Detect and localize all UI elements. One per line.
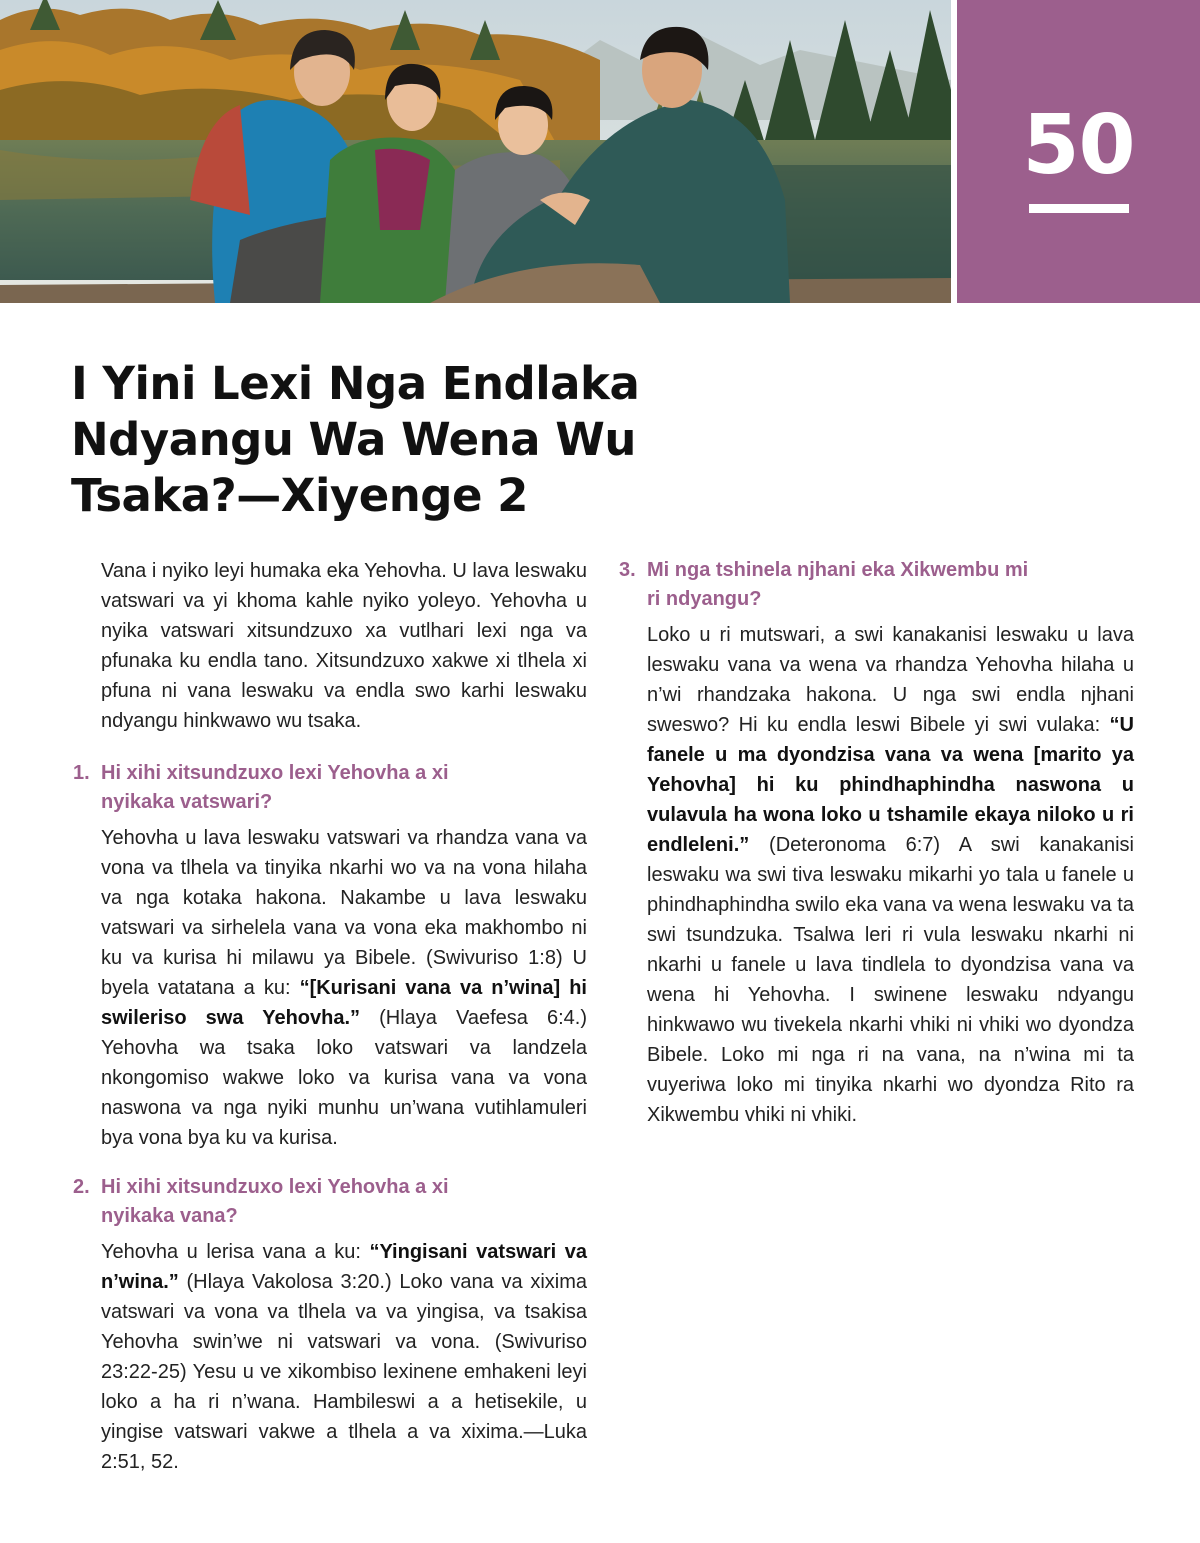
left-column: [73, 556, 587, 1497]
section-body: [101, 823, 587, 1153]
section-3: [619, 556, 1134, 1130]
question-number: 2.: [73, 1176, 90, 1198]
section-question: [73, 1173, 587, 1231]
body-text: (Deteronoma 6:7) A swi kanakanisi leswaku wa swi tiva leswaku mikarhi yo tala u fanele u phindhaphindha swilo eka vana va wena leswaku va ta swi tsundzuka. Tsalwa leri ri vula leswaku nkarhi ni nkarhi u fanele u lava tindlela to dyondzisa vana va wena hi Yehovha. I swinene leswaku ndyangu hinkwawo wu tivekela nkarhi vhiki ni vhiki wo dyondza Bibele. Loko mi nga ri na vana, na n’wina mi ta vuyeriwa loko mi tinyika nkarhi wo dyondza Rito ra Xikwembu vhiki ni vhiki.: [647, 834, 1134, 1126]
section-question: [73, 759, 587, 817]
section-question: [619, 556, 1134, 614]
question-number: 1.: [73, 762, 90, 784]
section-body: [101, 1237, 587, 1477]
body-text: (Hlaya Vaefesa 6:4.) Yehovha wa tsaka loko vatswari va landzela nkongomiso wakwe loko va kurisa vana va vona naswona va nga nyiki munhu un’wana vutihlamuleri bya vona bya ku va kurisa.: [101, 1007, 588, 1149]
section-2: [73, 1173, 587, 1477]
question-text: Hi xihi xitsundzuxo lexi Yehovha a xi nyikaka vatswari?: [101, 762, 449, 813]
body-text: (Hlaya Vakolosa 3:20.) Loko vana va xixima vatswari va vona va tlhela va va yingisa, va tsakisa Yehovha swin’we ni vatswari va vona. (Swivuriso 23:22-25) Yesu u ve xikombiso lexinene emhakeni leyi loko a ha ri n’wana. Hambileswi a a hetisekile, u yingise vatswari vakwe a tlhela a va xixima.—Luka 2:51, 52.: [101, 1271, 587, 1473]
body-text: Yehovha u lava leswaku vatswari va rhandza vana va vona va tlhela va tinyika nkarhi wo va na vona hilaha va nga kotaka hakona. Nakambe u lava leswaku vatswari va sirhelela vana va vona eka makhombo ni ku va kurisa hi milawu ya Bibele. (Swivuriso 1:8) U byela vatatana a ku:: [101, 827, 587, 999]
question-text: Mi nga tshinela njhani eka Xikwembu mi ri ndyangu?: [647, 559, 1029, 610]
section-body: [647, 620, 1134, 1130]
body-text: Yehovha u lerisa vana a ku:: [101, 1241, 370, 1263]
question-number: 3.: [619, 559, 636, 581]
scripture-quote: “Yingisani vatswari va n’wina.”: [101, 1241, 587, 1293]
section-1: [73, 759, 587, 1153]
lesson-number-underline: [1029, 204, 1129, 213]
lesson-badge: [957, 0, 1200, 303]
lesson-number: 50: [1022, 98, 1135, 193]
header-photo: [0, 0, 951, 303]
right-column: [619, 556, 1134, 1150]
page-title: I Yini Lexi Nga Endlaka Ndyangu Wa Wena Wu Tsaka?—Xiyenge 2: [71, 357, 640, 522]
scripture-quote: “[Kurisani vana va n’wina] hi swileriso swa Yehovha.”: [101, 977, 587, 1029]
scripture-quote: “U fanele u ma dyondzisa vana va wena [marito ya Yehovha] hi ku phindhaphindha naswona u vulavula ha wona loko u tshamile ekaya niloko u ri endleleni.”: [647, 714, 1134, 856]
intro-paragraph: Vana i nyiko leyi humaka eka Yehovha. U lava leswaku vatswari va yi khoma kahle nyiko yoleyo. Yehovha u nyika vatswari xitsundzuxo xa vutlhari lexi nga va pfunaka ku endla tano. Xitsundzuxo xakwe xi tlhela xi pfuna ni vana leswaku va endla swo karhi leswaku ndyangu hinkwawo wu tsaka.: [101, 560, 587, 732]
question-text: Hi xihi xitsundzuxo lexi Yehovha a xi nyikaka vana?: [101, 1176, 449, 1227]
body-text: Loko u ri mutswari, a swi kanakanisi leswaku u lava leswaku vana va wena va rhandza Yehovha hilaha u n’wi rhandzaka hakona. U nga swi endla njhani sweswo? Hi ku endla leswi Bibele yi swi vulaka:: [647, 624, 1134, 736]
